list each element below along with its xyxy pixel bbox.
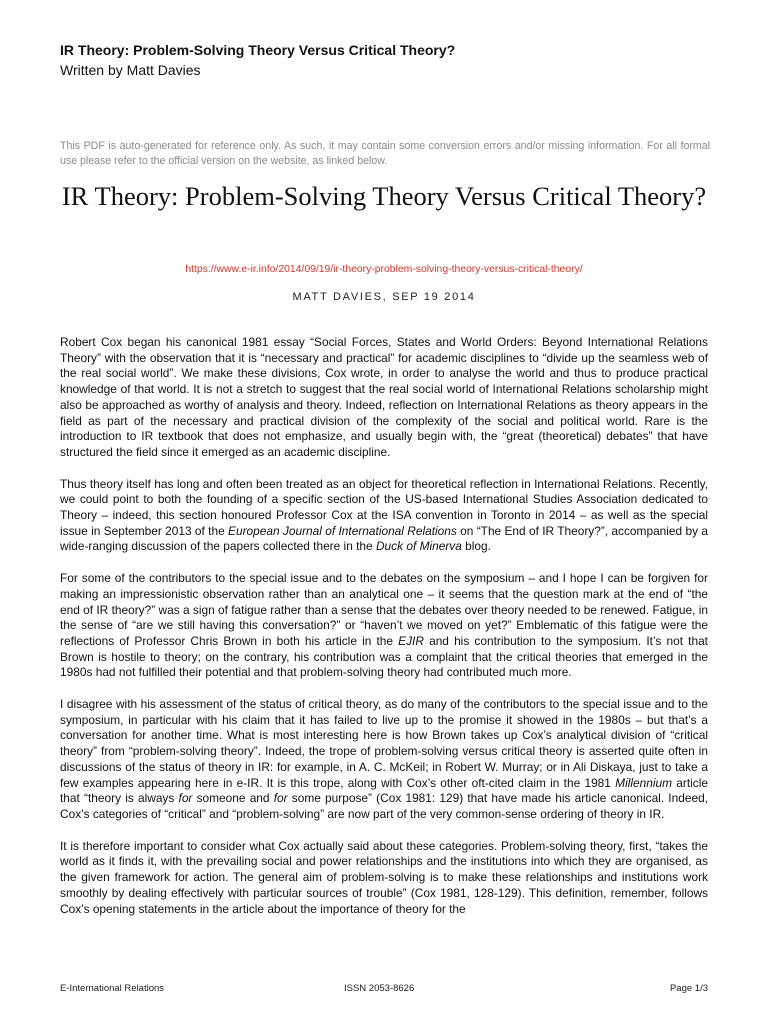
paragraph-5: It is therefore important to consider what Cox actually said about these categories. Problem-solving theory, first, “takes the world as it finds it, with the prevailing social and power relationships and the institutions into which they are organised, as the given framework for action. The general aim of problem-solving is to make these relationships and institutions work smoothly by dealing effectively with particular sources of trouble” (Cox 1981, 128-129). This definition, remember, follows Cox’s opening statements in the article about the importance of theory for the [60,838,708,916]
article-body [60,335,708,933]
paragraph-2: Thus theory itself has long and often been treated as an object for theoretical reflection in International Relations. Recently, we could point to both the founding of a specific section of the US-based International Studies Association dedicated to Theory – indeed, this section honoured Professor Cox at the ISA convention in Toronto in 2014 – as well as the special issue in September 2013 of the European Journal of International Relations on “The End of IR Theory?”, accompanied by a wide-ranging discussion of the papers collected there in the Duck of Minerva blog. [60,476,708,554]
page-footer [60,983,708,997]
pdf-disclaimer: This PDF is auto-generated for reference only. As such, it may contain some conversion errors and/or missing information. For all formal use please refer to the official version on the website, as linked below. [60,140,710,167]
paragraph-1: Robert Cox began his canonical 1981 essay “Social Forces, States and World Orders: Beyond International Relations Theory” with the observation that it is “necessary and practical” for academic disciplines to “divide up the seamless web of the real social world”. We make these divisions, Cox wrote, in order to analyse the world and thus to produce practical knowledge of that world. It is not a stretch to suggest that the real social world of International Relations scholarship might also be approached as worthy of analysis and theory. Indeed, reflection on International Relations as theory appears in the field as part of the necessary and practical division of the complexity of the social and political world. Rare is the introduction to IR textbook that does not emphasize, and usually begin with, the “great (theoretical) debates” that have structured the field since it emerged as an academic discipline. [60,335,708,459]
journal-title: Millennium [615,775,673,790]
paragraph-3: For some of the contributors to the special issue and to the debates on the symposium – and I hope I can be forgiven for making an impressionistic observation rather than an analytical one – it seems that the question mark at the end of “the end of IR theory?” was a sign of fatigue rather than a sense that the debates over theory needed to be renewed. Fatigue, in the sense of “are we still having this conversation?” or “haven’t we moved on yet?” Emblematic of this fatigue were the reflections of Professor Chris Brown in both his article in the EJIR and his contribution to the symposium. It’s not that Brown is hostile to theory; on the contrary, his contribution was a complaint that the critical theories that emerged in the 1980s had not fulfilled their potential and that problem-solving theory had contributed much more. [60,571,708,680]
paragraph-4: I disagree with his assessment of the status of critical theory, as do many of the contributors to the special issue and to the symposium, in particular with his claim that it has failed to live up to the promise it showed in the 1980s – but that’s a conversation for another time. What is most interesting here is how Brown takes up Cox’s analytical division of “critical theory” from “problem-solving theory”. Indeed, the trope of problem-solving versus critical theory is asserted quite often in discussions of the status of theory in IR: for example, in A. C. McKeil; in Robert W. Murray; or in Ali Diskaya, just to take a few examples appearing here in e-IR. It is this trope, along with Cox’s other oft-cited claim in the 1981 Millennium article that “theory is always for someone and for some purpose” (Cox 1981: 129) that have made his article canonical. Indeed, Cox’s categories of “critical” and “problem-solving” are now part of the very common-sense ordering of theory in IR. [60,697,708,821]
journal-title: European Journal of International Relations [228,523,457,538]
footer-page-number: Page 1/3 [669,983,708,994]
footer-publisher: E-International Relations [60,983,165,994]
header-author: Written by Matt Davies [60,62,201,78]
running-header [60,40,720,80]
footer-issn: ISSN 2053-8626 [344,983,415,994]
header-title: IR Theory: Problem-Solving Theory Versus Critical Theory? [60,42,456,58]
article-byline: MATT DAVIES, SEP 19 2014 [292,291,476,303]
article-url-link[interactable]: https://www.e-ir.info/2014/09/19/ir-theory-problem-solving-theory-versus-critical-theory/ [185,264,583,275]
article-title: IR Theory: Problem-Solving Theory Versus Critical Theory? [61,181,707,211]
blog-title: Duck of Minerva [375,539,462,554]
journal-abbrev: EJIR [398,633,424,648]
